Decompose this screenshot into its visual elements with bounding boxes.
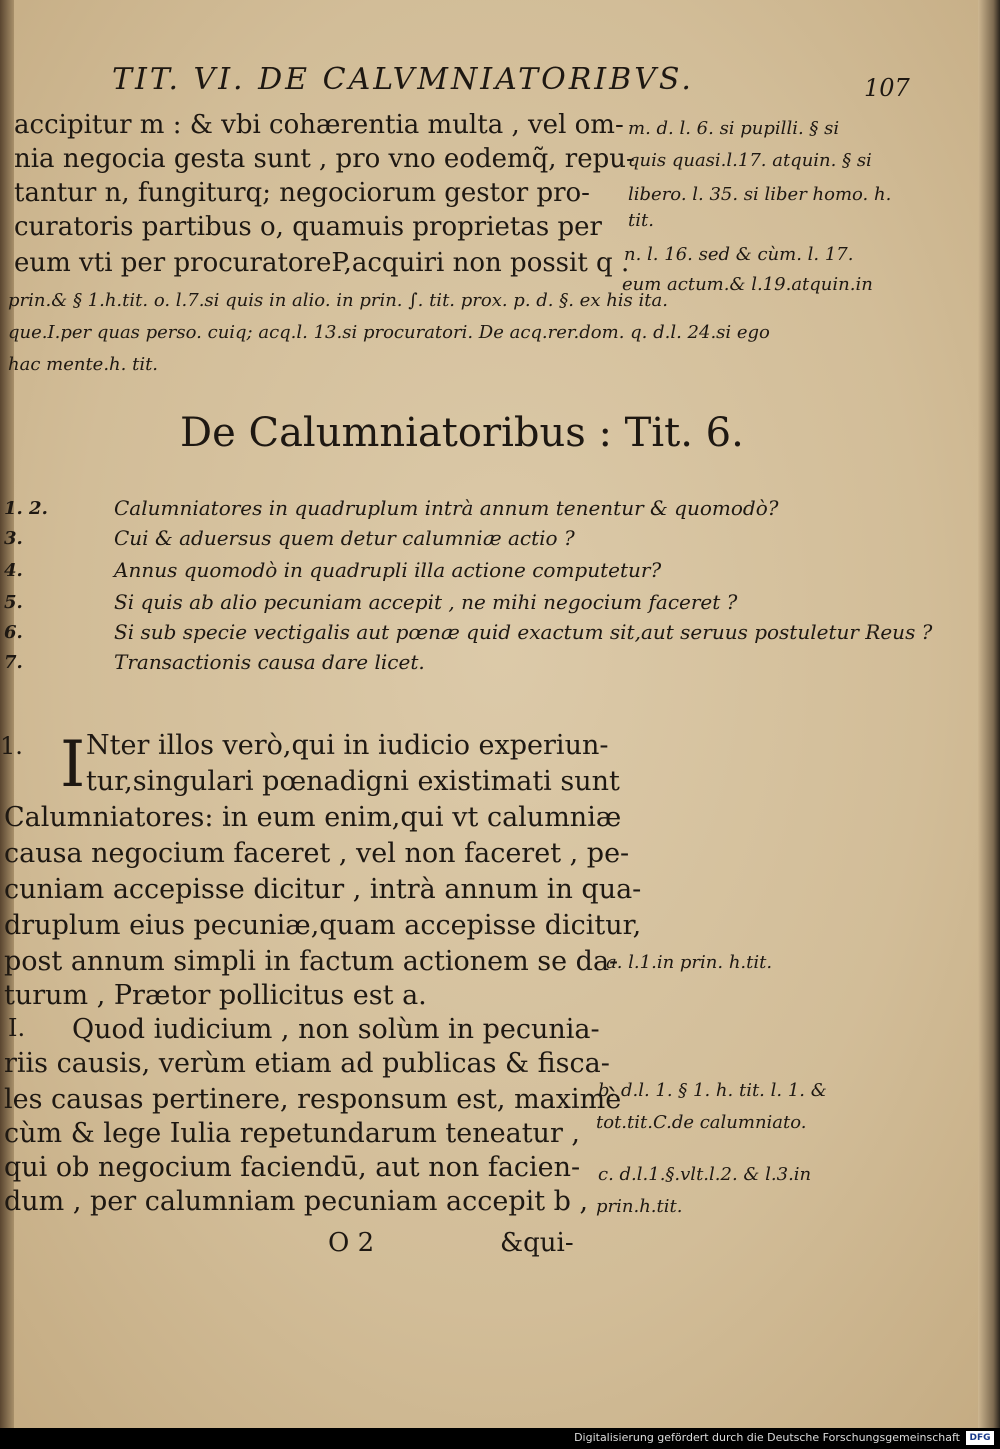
- summary-number: 3.: [4, 528, 23, 549]
- summary-item: Annus quomodò in quadrupli illa actione computetur?: [114, 558, 662, 582]
- section-title: De Calumniatoribus : Tit. 6.: [180, 410, 744, 456]
- body-line: cùm & lege Iulia repetundarum teneatur ,: [4, 1118, 581, 1149]
- summary-item: Cui & aduersus quem detur calumniæ actio ?: [114, 526, 575, 550]
- margin-note: n. l. 16. sed & cùm. l. 17.: [624, 244, 854, 265]
- margin-note: quis quasi.l.17. atquin. § si: [628, 150, 872, 171]
- body-line: Quod iudicium , non solùm in pecunia-: [72, 1014, 600, 1045]
- summary-number: 4.: [4, 560, 23, 581]
- body-line: causa negocium faceret , vel non faceret , pe-: [4, 838, 630, 869]
- body-line: druplum eius pecuniæ,quam accepisse dicitur,: [4, 910, 642, 941]
- body-line: turum , Prætor pollicitus est a.: [4, 980, 427, 1011]
- margin-note: m. d. l. 6. si pupilli. § si: [628, 118, 840, 139]
- summary-number: 1. 2.: [4, 498, 48, 519]
- signature-mark: O 2: [328, 1228, 375, 1258]
- margin-note: eum actum.& l.19.atquin.in: [622, 274, 873, 295]
- footer-bar: [0, 1428, 1000, 1449]
- page-edge: [978, 0, 1000, 1428]
- body-line: les causas pertinere, responsum est, maximè: [4, 1084, 622, 1115]
- running-title: TIT. VI. DE CALVMNIATORIBVS.: [112, 62, 694, 97]
- margin-note: c. d.l.1.§.vlt.l.2. & l.3.in: [598, 1164, 812, 1185]
- text-line: tantur n, fungiturq; negociorum gestor pro-: [14, 178, 590, 208]
- body-line: cuniam accepisse dicitur , intrà annum in qua-: [4, 874, 642, 905]
- footnote-line: que.I.per quas perso. cuiq; acq.l. 13.si procuratori. De acq.rer.dom. q. d.l. 24.si ego: [8, 322, 770, 343]
- body-line: dum , per calumniam pecuniam accepit b ,: [4, 1186, 589, 1217]
- catchword: &qui-: [500, 1228, 574, 1258]
- dfg-logo-icon: DFG: [966, 1431, 994, 1445]
- summary-item: Si sub specie vectigalis aut pœnæ quid exactum sit,aut seruus postuletur Reus ?: [114, 620, 933, 644]
- summary-number: 5.: [4, 592, 23, 613]
- body-line: riis causis, verùm etiam ad publicas & fisca-: [4, 1048, 610, 1079]
- summary-number: 7.: [4, 652, 23, 673]
- text-line: curatoris partibus o, quamuis proprietas per: [14, 212, 602, 242]
- summary-item: Si quis ab alio pecuniam accepit , ne mihi negocium faceret ?: [114, 590, 738, 614]
- body-line: post annum simpli in factum actionem se da-: [4, 946, 619, 977]
- paragraph-number: I.: [8, 1014, 26, 1042]
- margin-note: a. l.1.in prin. h.tit.: [606, 952, 773, 973]
- summary-item: Calumniatores in quadruplum intrà annum tenentur & quomodò?: [114, 496, 779, 520]
- margin-note: tot.tit.C.de calumniato.: [596, 1112, 807, 1133]
- margin-note: prin.h.tit.: [596, 1196, 683, 1217]
- summary-number: 6.: [4, 622, 23, 643]
- page-number: 107: [864, 74, 910, 102]
- text-line: eum vti per procuratoreP,acquiri non possit q .: [14, 248, 630, 278]
- margin-note: tit.: [628, 210, 654, 231]
- funding-credit: Digitalisierung gefördert durch die Deutsche Forschungsgemeinschaft: [574, 1431, 960, 1444]
- margin-note: b. d.l. 1. § 1. h. tit. l. 1. &: [598, 1080, 827, 1101]
- drop-cap: I: [60, 728, 86, 802]
- body-line: Calumniatores: in eum enim,qui vt calumniæ: [4, 802, 622, 833]
- paragraph-number: 1.: [0, 732, 23, 760]
- text-line: accipitur m : & vbi cohærentia multa , vel om-: [14, 110, 624, 140]
- body-line: Nter illos verò,qui in iudicio experiun-: [86, 730, 609, 761]
- text-line: nia negocia gesta sunt , pro vno eodemq̃, repu-: [14, 144, 635, 174]
- footnote-line: hac mente.h. tit.: [8, 354, 159, 375]
- footnote-line: prin.& § 1.h.tit. o. l.7.si quis in alio. in prin. ∫. tit. prox. p. d. §. ex his ita.: [8, 290, 668, 311]
- summary-item: Transactionis causa dare licet.: [114, 650, 425, 674]
- body-line: qui ob negocium faciendū, aut non facien-: [4, 1152, 581, 1183]
- body-line: tur,singulari pœnadigni existimati sunt: [86, 766, 620, 797]
- margin-note: libero. l. 35. si liber homo. h.: [628, 184, 892, 205]
